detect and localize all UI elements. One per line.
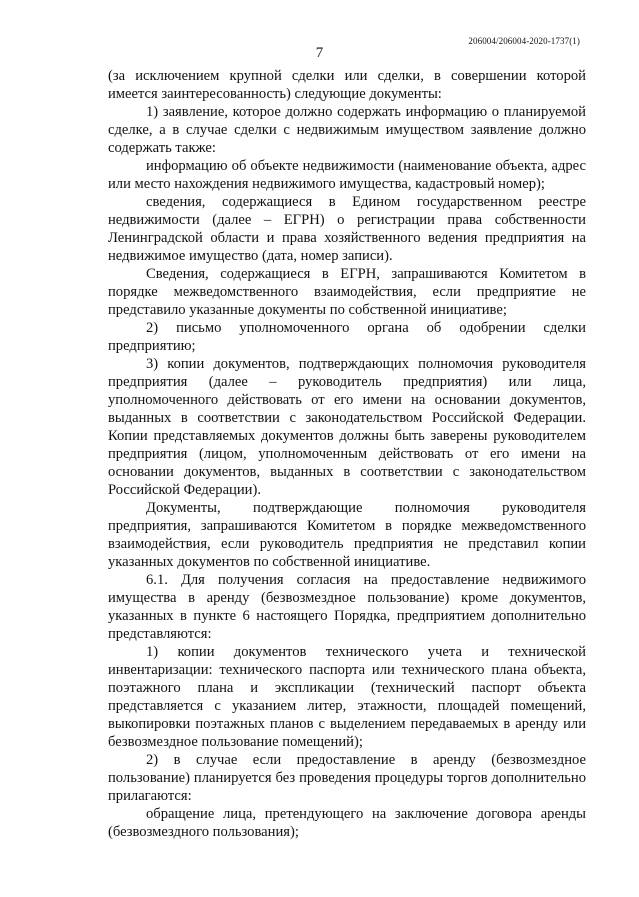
paragraph: 2) письмо уполномоченного органа об одобрении сделки предприятию; xyxy=(108,320,586,354)
paragraph: сведения, содержащиеся в Едином государственном реестре недвижимости (далее – ЕГРН) о регистрации права собственности Ленинградской области и права хозяйственного ведения предприятия на недвижимое имущество (дата, номер записи). xyxy=(108,194,586,264)
document-body xyxy=(108,67,586,841)
paragraph: Сведения, содержащиеся в ЕГРН, запрашиваются Комитетом в порядке межведомственного взаимодействия, если предприятие не представило указанные документы по собственной инициативе; xyxy=(108,266,586,318)
paragraph: 6.1. Для получения согласия на предоставление недвижимого имущества в аренду (безвозмездное пользование) кроме документов, указанных в пункте 6 настоящего Порядка, предприятием дополнительно представляются: xyxy=(108,572,586,642)
paragraph: 1) заявление, которое должно содержать информацию о планируемой сделке, а в случае сделки с недвижимым имуществом заявление должно содержать также: xyxy=(108,104,586,156)
paragraph: (за исключением крупной сделки или сделки, в совершении которой имеется заинтересованность) следующие документы: xyxy=(108,68,586,102)
paragraph: 3) копии документов, подтверждающих полномочия руководителя предприятия (далее – руководитель предприятия) или лица, уполномоченного действовать от его имени на основании документов, выданных в соответствии с законодательством Российской Федерации. Копии представляемых документов должны быть заверены руководителем предприятия (лицом, уполномоченным действовать от его имени на основании документов, выданных в соответствии с законодательством Российской Федерации). xyxy=(108,356,586,498)
page-number: 7 xyxy=(315,45,324,61)
paragraph: информацию об объекте недвижимости (наименование объекта, адрес или место нахождения недвижимого имущества, кадастровый номер); xyxy=(108,158,586,192)
paragraph: 2) в случае если предоставление в аренду (безвозмездное пользование) планируется без проведения процедуры торгов дополнительно прилагаются: xyxy=(108,752,586,804)
paragraph: Документы, подтверждающие полномочия руководителя предприятия, запрашиваются Комитетом в порядке межведомственного взаимодействия, если руководитель предприятия не представил копии указанных документов по собственной инициативе. xyxy=(108,500,586,570)
paragraph: 1) копии документов технического учета и технической инвентаризации: технического паспорта или технического плана объекта, поэтажного плана и экспликации (технический паспорт объекта представляется с указанием литер, этажности, площадей помещений, выкопировки поэтажных планов с выделением передаваемых в аренду или безвозмездное пользование помещений); xyxy=(108,644,586,750)
document-code: 206004/206004-2020-1737(1) xyxy=(468,36,580,46)
paragraph: обращение лица, претендующего на заключение договора аренды (безвозмездного пользования); xyxy=(108,806,586,840)
